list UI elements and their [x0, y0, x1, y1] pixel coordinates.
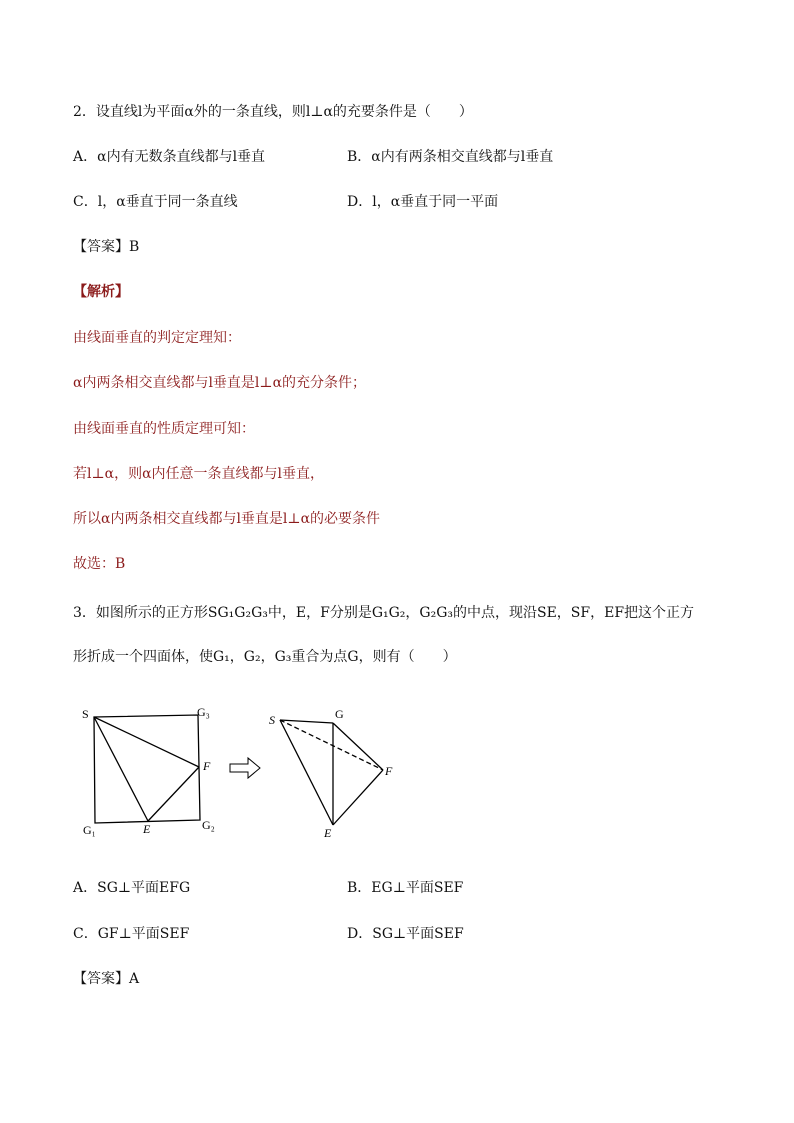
q2-analysis-line: 所以α内两条相交直线都与l垂直是l⊥α的必要条件	[73, 511, 381, 527]
edge-sf-hidden	[280, 720, 383, 770]
arrow-right-icon	[230, 758, 260, 778]
q3-option-c: C．GF⊥平面SEF	[73, 926, 190, 942]
q2-stem: 2．设直线l为平面α外的一条直线，则l⊥α的充要条件是（ ）	[73, 104, 473, 120]
segment-sf	[94, 717, 199, 767]
q3-stem-line2: 形折成一个四面体，使G₁，G₂，G₃重合为点G，则有（ ）	[73, 649, 457, 665]
label-e-left: E	[143, 822, 151, 836]
label-g2: G₂	[202, 818, 215, 832]
segment-se	[94, 717, 148, 821]
edge-se	[280, 720, 333, 825]
label-g1: G₁	[83, 823, 96, 837]
label-f-right: F	[385, 764, 393, 778]
square-outline	[94, 715, 200, 823]
q3-option-b: B．EG⊥平面SEF	[347, 880, 464, 896]
q2-option-c: C．l，α垂直于同一条直线	[73, 194, 238, 210]
folding-figure	[80, 700, 420, 840]
square-diagram	[94, 715, 200, 823]
q3-answer: 【答案】A	[73, 971, 140, 987]
q3-option-d: D．SG⊥平面SEF	[347, 926, 464, 942]
q2-answer: 【答案】B	[73, 239, 140, 255]
label-g: G	[335, 707, 344, 721]
edge-gf	[333, 723, 383, 770]
label-s-right: S	[269, 713, 275, 727]
q2-analysis-line: α内两条相交直线都与l垂直是l⊥α的充分条件；	[73, 375, 367, 391]
label-s-left: S	[82, 707, 89, 721]
edge-ef	[333, 770, 383, 825]
q2-analysis-label: 【解析】	[73, 284, 129, 300]
q2-analysis-line: 由线面垂直的判定定理知：	[73, 330, 241, 346]
q3-stem-line1: 3．如图所示的正方形SG₁G₂G₃中，E，F分别是G₁G₂，G₂G₃的中点，现沿SE，SF，EF把这个正方	[73, 605, 695, 621]
q2-analysis-line: 若l⊥α，则α内任意一条直线都与l垂直，	[73, 466, 325, 482]
label-f-left: F	[203, 759, 211, 773]
segment-ef	[148, 767, 199, 821]
q3-option-a: A．SG⊥平面EFG	[73, 880, 191, 896]
q2-analysis-line: 由线面垂直的性质定理可知：	[73, 421, 255, 437]
q2-option-a: A．α内有无数条直线都与l垂直	[73, 149, 266, 165]
tetrahedron-diagram	[280, 720, 383, 825]
q2-option-b: B．α内有两条相交直线都与l垂直	[347, 149, 554, 165]
q2-choice: 故选：B	[73, 556, 126, 572]
label-e-right: E	[324, 826, 332, 840]
label-g3: G₃	[197, 705, 210, 719]
q2-option-d: D．l，α垂直于同一平面	[347, 194, 499, 210]
edge-sg	[280, 720, 333, 723]
